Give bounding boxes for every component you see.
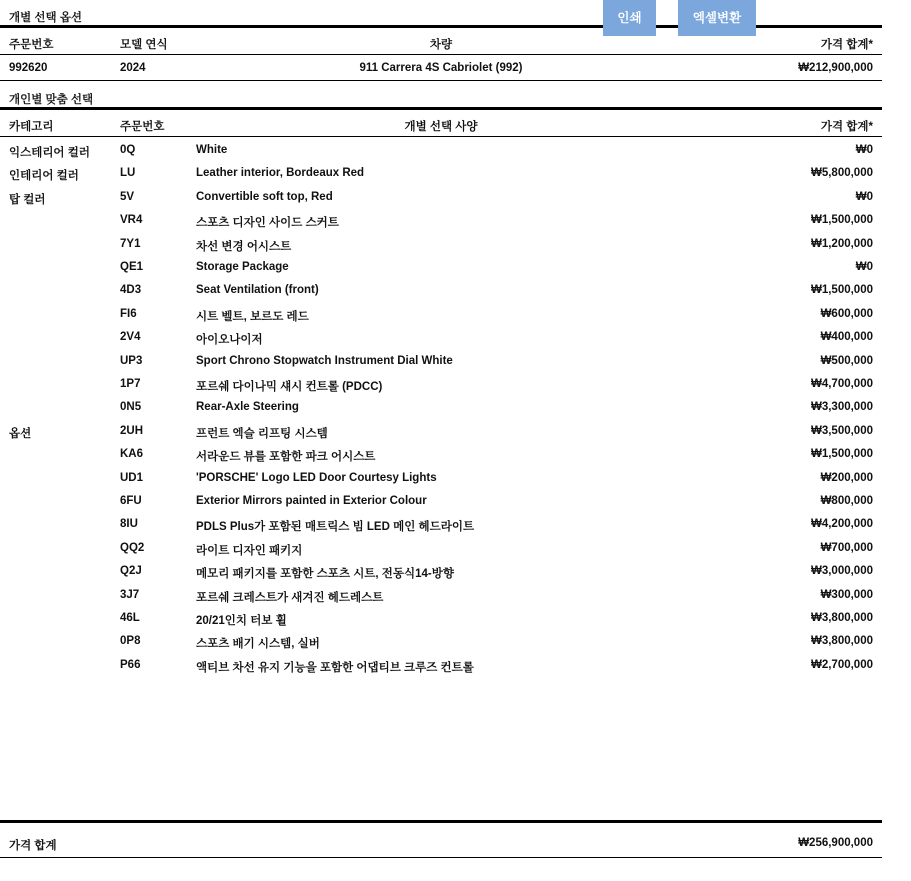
option-price: ₩1,200,000: [810, 237, 873, 250]
option-price: ₩4,700,000: [810, 378, 873, 390]
option-spec: 20/21인치 터보 휠: [196, 615, 287, 627]
footer-total-label: 가격 합계: [9, 840, 57, 852]
option-spec: Seat Ventilation (front): [196, 284, 319, 297]
toolbar: [603, 0, 756, 36]
option-price: ₩2,700,000: [810, 658, 873, 671]
option-code: 2UH: [120, 424, 144, 437]
option-code: Q2J: [120, 565, 142, 578]
option-price: ₩4,200,000: [810, 518, 873, 531]
table-row: [0, 445, 882, 468]
option-price: ₩3,800,000: [810, 635, 873, 648]
table-row: [0, 164, 882, 187]
option-price: ₩500,000: [820, 354, 873, 367]
table-row: [0, 562, 882, 585]
table-row: [0, 375, 882, 398]
option-code: 6FU: [120, 495, 142, 507]
table-row: [0, 258, 882, 281]
table-row: [0, 328, 882, 351]
divider-3: [0, 80, 882, 81]
table-row: [0, 609, 882, 632]
divider-footer-bottom: [0, 857, 882, 858]
vehicle-model-year: 2024: [120, 62, 146, 74]
section-title-options: 개별 선택 옵션: [9, 12, 83, 24]
option-price: ₩1,500,000: [810, 214, 873, 227]
option-category: 익스테리어 컬러: [9, 147, 90, 159]
table-row: [0, 281, 882, 304]
option-price: ₩400,000: [820, 331, 873, 344]
option-spec: PDLS Plus가 포함된 매트릭스 빔 LED 메인 헤드라이트: [196, 521, 475, 534]
option-spec: 액티브 차선 유지 기능을 포함한 어댑티브 크루즈 컨트롤: [196, 661, 474, 674]
option-price: ₩3,500,000: [810, 424, 873, 437]
option-price: ₩5,800,000: [810, 167, 873, 180]
footer-total-value: ₩256,900,000: [798, 837, 873, 849]
divider-2: [0, 54, 882, 55]
vehicle-name: 911 Carrera 4S Cabriolet (992): [359, 62, 523, 74]
table-row: [0, 656, 882, 679]
option-code: KA6: [120, 448, 144, 461]
option-spec: 메모리 패키지를 포함한 스포츠 시트, 전동식14-방향: [196, 568, 454, 581]
header-order-no: 주문번호: [9, 39, 54, 51]
option-code: 4D3: [120, 284, 142, 297]
table-row: [0, 586, 882, 609]
table-row: [0, 305, 882, 328]
option-price: ₩300,000: [820, 588, 873, 601]
header-price-total2: 가격 합계*: [820, 121, 873, 133]
table-row: [0, 211, 882, 234]
option-spec: 스포츠 배기 시스템, 실버: [196, 638, 320, 651]
option-spec: Storage Package: [196, 261, 289, 273]
divider-4: [0, 107, 882, 110]
option-price: ₩1,500,000: [810, 284, 873, 297]
table-row: [0, 352, 882, 375]
vehicle-summary-row: [0, 59, 882, 82]
vehicle-price-total: ₩212,900,000: [798, 62, 873, 74]
option-code: 0Q: [120, 144, 136, 156]
option-code: P66: [120, 658, 141, 671]
header-option-code: 주문번호: [120, 121, 165, 133]
option-spec: 라이트 디자인 패키지: [196, 544, 303, 557]
divider-footer-top: [0, 820, 882, 823]
option-code: VR4: [120, 214, 143, 227]
option-spec: Leather interior, Bordeaux Red: [196, 167, 365, 180]
table-row: [0, 141, 882, 164]
option-code: 8IU: [120, 518, 138, 531]
option-spec: 스포츠 디자인 사이드 스커트: [196, 217, 339, 230]
option-price: ₩0: [855, 144, 873, 156]
option-spec: 포르쉐 크레스트가 새겨진 헤드레스트: [196, 591, 384, 604]
option-code: UD1: [120, 471, 144, 484]
option-code: QQ2: [120, 541, 145, 554]
table-row: [0, 469, 882, 492]
header-category: 카테고리: [9, 121, 54, 133]
option-spec: Sport Chrono Stopwatch Instrument Dial White: [196, 354, 453, 367]
option-code: 7Y1: [120, 237, 141, 250]
option-code: 3J7: [120, 588, 140, 601]
option-code: 0N5: [120, 401, 142, 414]
header-spec: 개별 선택 사양: [404, 121, 478, 133]
option-spec: 포르쉐 다이나믹 섀시 컨트롤 (PDCC): [196, 381, 383, 393]
option-price: ₩1,500,000: [810, 448, 873, 461]
excel-export-button[interactable]: 엑셀변환: [678, 0, 756, 36]
table-row: [0, 492, 882, 515]
option-spec: 'PORSCHE' Logo LED Door Courtesy Lights: [196, 471, 437, 484]
option-spec: 차선 변경 어시스트: [196, 240, 292, 253]
section-title-custom: 개인별 맞춤 선택: [9, 94, 94, 106]
option-code: FI6: [120, 307, 137, 320]
divider-5: [0, 136, 882, 137]
table-row: [0, 235, 882, 258]
option-code: QE1: [120, 261, 144, 273]
option-spec: 서라운드 뷰를 포함한 파크 어시스트: [196, 451, 376, 464]
option-code: 0P8: [120, 635, 141, 648]
table-row: [0, 188, 882, 211]
vehicle-order-no: 992620: [9, 62, 48, 74]
option-price: ₩0: [855, 261, 873, 273]
option-price: ₩3,000,000: [810, 565, 873, 578]
option-price: ₩600,000: [820, 307, 873, 320]
option-price: ₩3,800,000: [810, 612, 873, 624]
table-row: [0, 422, 882, 445]
table-row: [0, 632, 882, 655]
header-model-year: 모델 연식: [120, 39, 168, 51]
option-price: ₩200,000: [820, 471, 873, 484]
print-button[interactable]: 인쇄: [603, 0, 656, 36]
option-spec: White: [196, 144, 228, 156]
option-code: 2V4: [120, 331, 141, 344]
option-price: ₩700,000: [820, 541, 873, 554]
option-spec: 프런트 엑슬 리프팅 시스템: [196, 427, 328, 440]
header-price-total: 가격 합계*: [820, 39, 873, 51]
option-code: LU: [120, 167, 136, 180]
option-price: ₩0: [855, 190, 873, 203]
option-code: 46L: [120, 612, 140, 624]
header-vehicle: 차량: [429, 39, 453, 51]
option-price: ₩800,000: [820, 495, 873, 507]
option-category: 인테리어 컬러: [9, 170, 79, 183]
option-category: 옵션: [9, 427, 32, 440]
option-spec: 시트 벨트, 보르도 레드: [196, 310, 309, 323]
option-code: 5V: [120, 190, 135, 203]
option-price: ₩3,300,000: [810, 401, 873, 414]
table-row: [0, 515, 882, 538]
option-code: UP3: [120, 354, 143, 367]
option-spec: Rear-Axle Steering: [196, 401, 299, 414]
option-spec: Convertible soft top, Red: [196, 190, 333, 203]
table-row: [0, 539, 882, 562]
option-spec: 아이오나이저: [196, 334, 263, 347]
option-code: 1P7: [120, 378, 141, 390]
option-spec: Exterior Mirrors painted in Exterior Colour: [196, 495, 427, 507]
table-row: [0, 398, 882, 421]
option-category: 탑 컬러: [9, 193, 46, 206]
